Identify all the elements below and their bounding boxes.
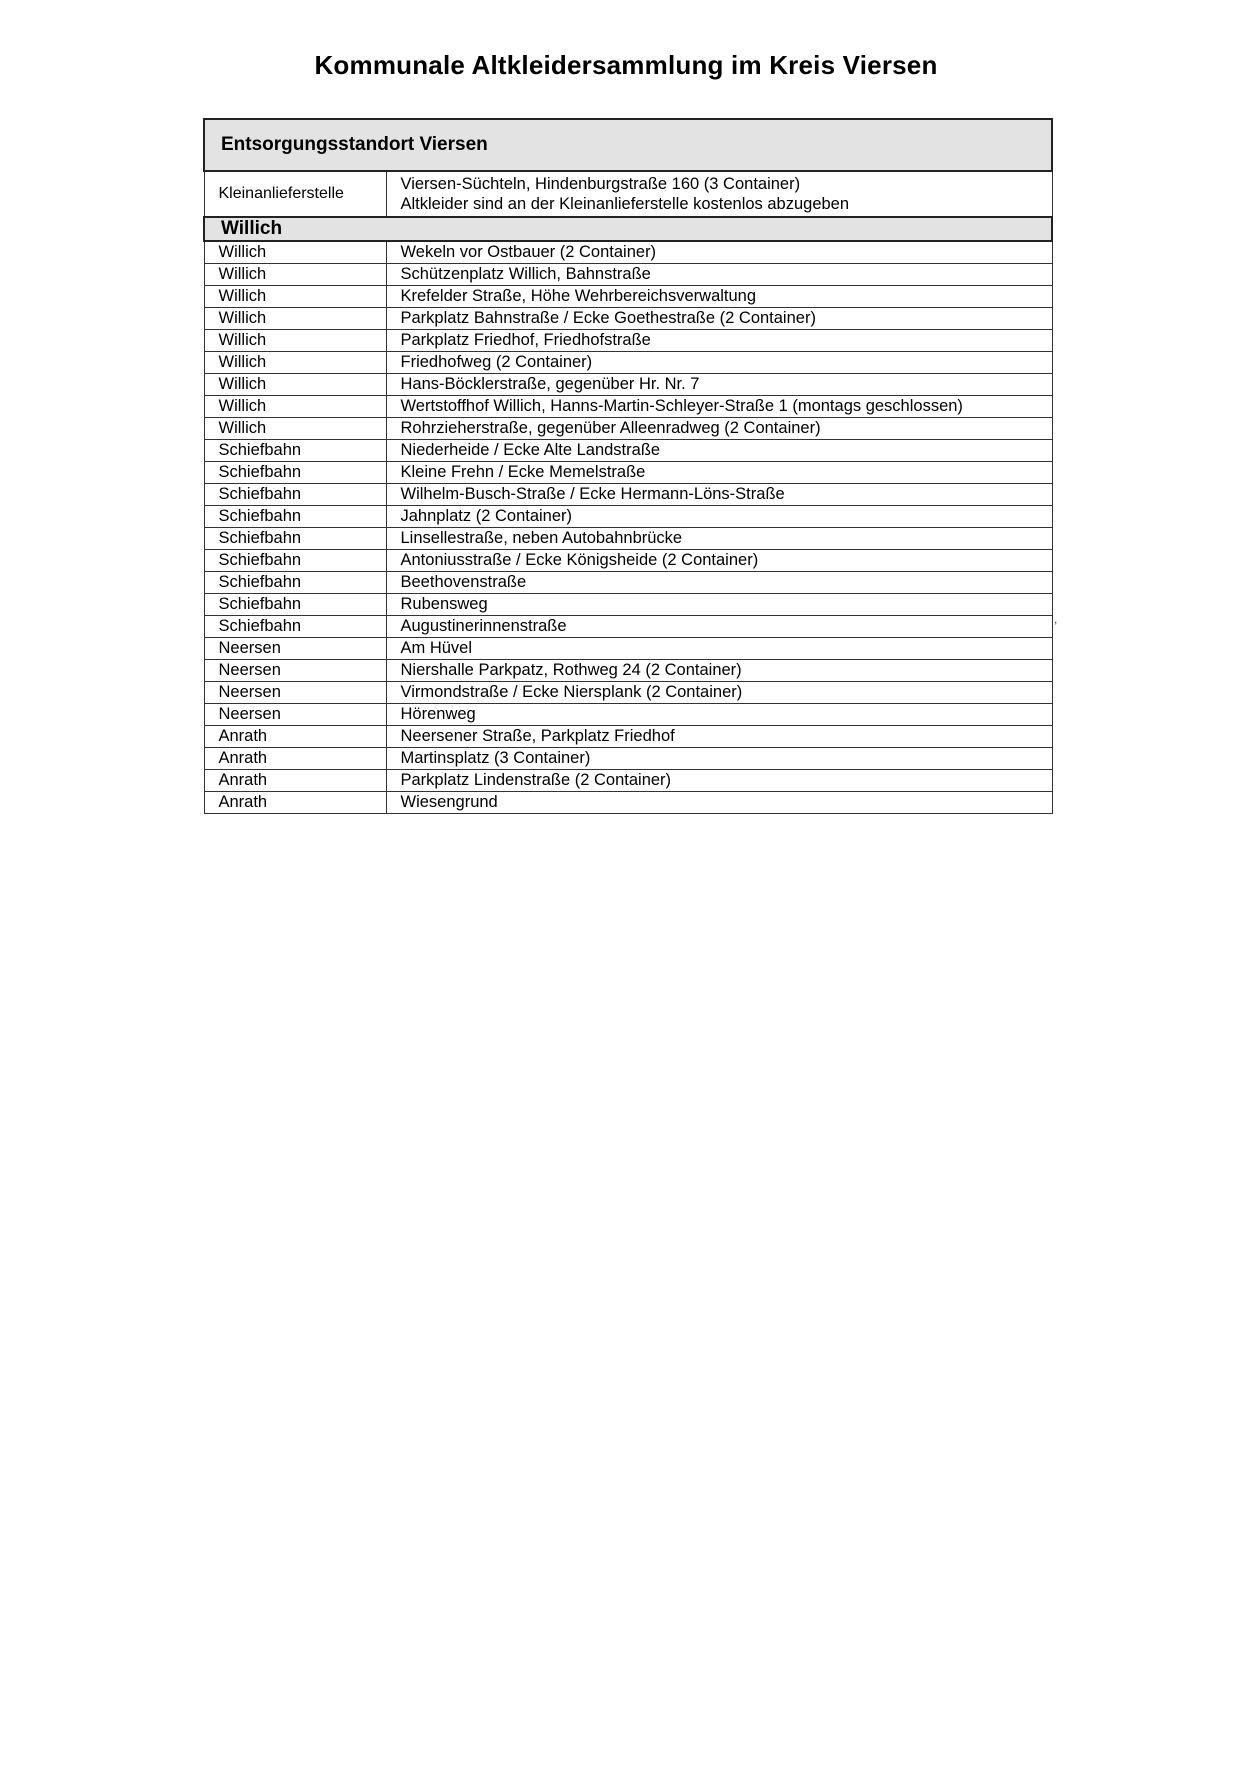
table-row: [204, 682, 1052, 704]
site-heading-row: [204, 119, 1052, 171]
location-place: Willich: [204, 286, 386, 308]
group-heading-row: [204, 217, 1052, 241]
location-place: Schiefbahn: [204, 462, 386, 484]
location-address: Parkplatz Lindenstraße (2 Container): [386, 770, 1052, 792]
location-address: Niershalle Parkpatz, Rothweg 24 (2 Container): [386, 660, 1052, 682]
site-heading: Entsorgungsstandort Viersen: [204, 119, 1052, 171]
small-delivery-row: [204, 171, 1052, 217]
location-address: Friedhofweg (2 Container): [386, 352, 1052, 374]
location-place: Schiefbahn: [204, 550, 386, 572]
location-address: Augustinerinnenstraße: [386, 616, 1052, 638]
location-place: Schiefbahn: [204, 594, 386, 616]
location-address: Antoniusstraße / Ecke Königsheide (2 Container): [386, 550, 1052, 572]
table-row: [204, 264, 1052, 286]
location-place: Willich: [204, 374, 386, 396]
location-place: Willich: [204, 241, 386, 264]
location-place: Anrath: [204, 726, 386, 748]
location-place: Schiefbahn: [204, 528, 386, 550]
table-row: [204, 484, 1052, 506]
table-row: [204, 286, 1052, 308]
location-place: Willich: [204, 264, 386, 286]
collection-table-container: [203, 118, 1051, 814]
table-row: [204, 616, 1052, 638]
table-row: [204, 770, 1052, 792]
location-place: Neersen: [204, 638, 386, 660]
location-address: Wertstoffhof Willich, Hanns-Martin-Schleyer-Straße 1 (montags geschlossen): [386, 396, 1052, 418]
group-heading: Willich: [204, 217, 1052, 241]
location-address: Beethovenstraße: [386, 572, 1052, 594]
location-place: Neersen: [204, 660, 386, 682]
location-address: Parkplatz Friedhof, Friedhofstraße: [386, 330, 1052, 352]
table-row: [204, 792, 1052, 814]
small-delivery-note: Altkleider sind an der Kleinanlieferstelle kostenlos abzugeben: [400, 195, 850, 213]
location-place: Schiefbahn: [204, 484, 386, 506]
small-delivery-address: Viersen-Süchteln, Hindenburgstraße 160 (3 Container): [400, 175, 801, 193]
table-row: [204, 308, 1052, 330]
location-place: Anrath: [204, 770, 386, 792]
location-place: Anrath: [204, 792, 386, 814]
location-address: Hans-Böcklerstraße, gegenüber Hr. Nr. 7: [386, 374, 1052, 396]
location-address: Linsellestraße, neben Autobahnbrücke: [386, 528, 1052, 550]
stray-mark: ,: [1054, 612, 1058, 626]
table-row: [204, 330, 1052, 352]
table-row: [204, 726, 1052, 748]
table-row: [204, 638, 1052, 660]
table-row: [204, 396, 1052, 418]
location-place: Willich: [204, 396, 386, 418]
table-row: [204, 440, 1052, 462]
location-place: Willich: [204, 308, 386, 330]
table-row: [204, 660, 1052, 682]
location-address: Am Hüvel: [386, 638, 1052, 660]
location-address: Martinsplatz (3 Container): [386, 748, 1052, 770]
location-address: Wiesengrund: [386, 792, 1052, 814]
location-place: Schiefbahn: [204, 440, 386, 462]
location-place: Schiefbahn: [204, 506, 386, 528]
table-row: [204, 550, 1052, 572]
collection-table: [203, 118, 1053, 814]
table-row: [204, 572, 1052, 594]
location-address: Rohrzieherstraße, gegenüber Alleenradweg (2 Container): [386, 418, 1052, 440]
location-place: Schiefbahn: [204, 616, 386, 638]
location-address: Hörenweg: [386, 704, 1052, 726]
table-row: [204, 352, 1052, 374]
location-address: Wilhelm-Busch-Straße / Ecke Hermann-Löns-Straße: [386, 484, 1052, 506]
document-title: Kommunale Altkleidersammlung im Kreis Viersen: [314, 50, 938, 80]
location-place: Neersen: [204, 682, 386, 704]
location-place: Willich: [204, 418, 386, 440]
small-delivery-details: [386, 171, 1052, 217]
location-place: Schiefbahn: [204, 572, 386, 594]
table-row: [204, 704, 1052, 726]
location-place: Neersen: [204, 704, 386, 726]
location-address: Neersener Straße, Parkplatz Friedhof: [386, 726, 1052, 748]
table-row: [204, 748, 1052, 770]
table-row: [204, 594, 1052, 616]
table-row: [204, 418, 1052, 440]
location-address: Schützenplatz Willich, Bahnstraße: [386, 264, 1052, 286]
location-address: Niederheide / Ecke Alte Landstraße: [386, 440, 1052, 462]
location-place: Anrath: [204, 748, 386, 770]
small-delivery-label: Kleinanlieferstelle: [204, 171, 386, 217]
location-address: Parkplatz Bahnstraße / Ecke Goethestraße (2 Container): [386, 308, 1052, 330]
table-row: [204, 506, 1052, 528]
location-address: Jahnplatz (2 Container): [386, 506, 1052, 528]
location-address: Virmondstraße / Ecke Niersplank (2 Container): [386, 682, 1052, 704]
location-place: Willich: [204, 330, 386, 352]
table-row: [204, 528, 1052, 550]
location-address: Wekeln vor Ostbauer (2 Container): [386, 241, 1052, 264]
table-row: [204, 374, 1052, 396]
table-row: [204, 462, 1052, 484]
location-place: Willich: [204, 352, 386, 374]
location-address: Rubensweg: [386, 594, 1052, 616]
location-address: Kleine Frehn / Ecke Memelstraße: [386, 462, 1052, 484]
location-address: Krefelder Straße, Höhe Wehrbereichsverwaltung: [386, 286, 1052, 308]
table-row: [204, 241, 1052, 264]
